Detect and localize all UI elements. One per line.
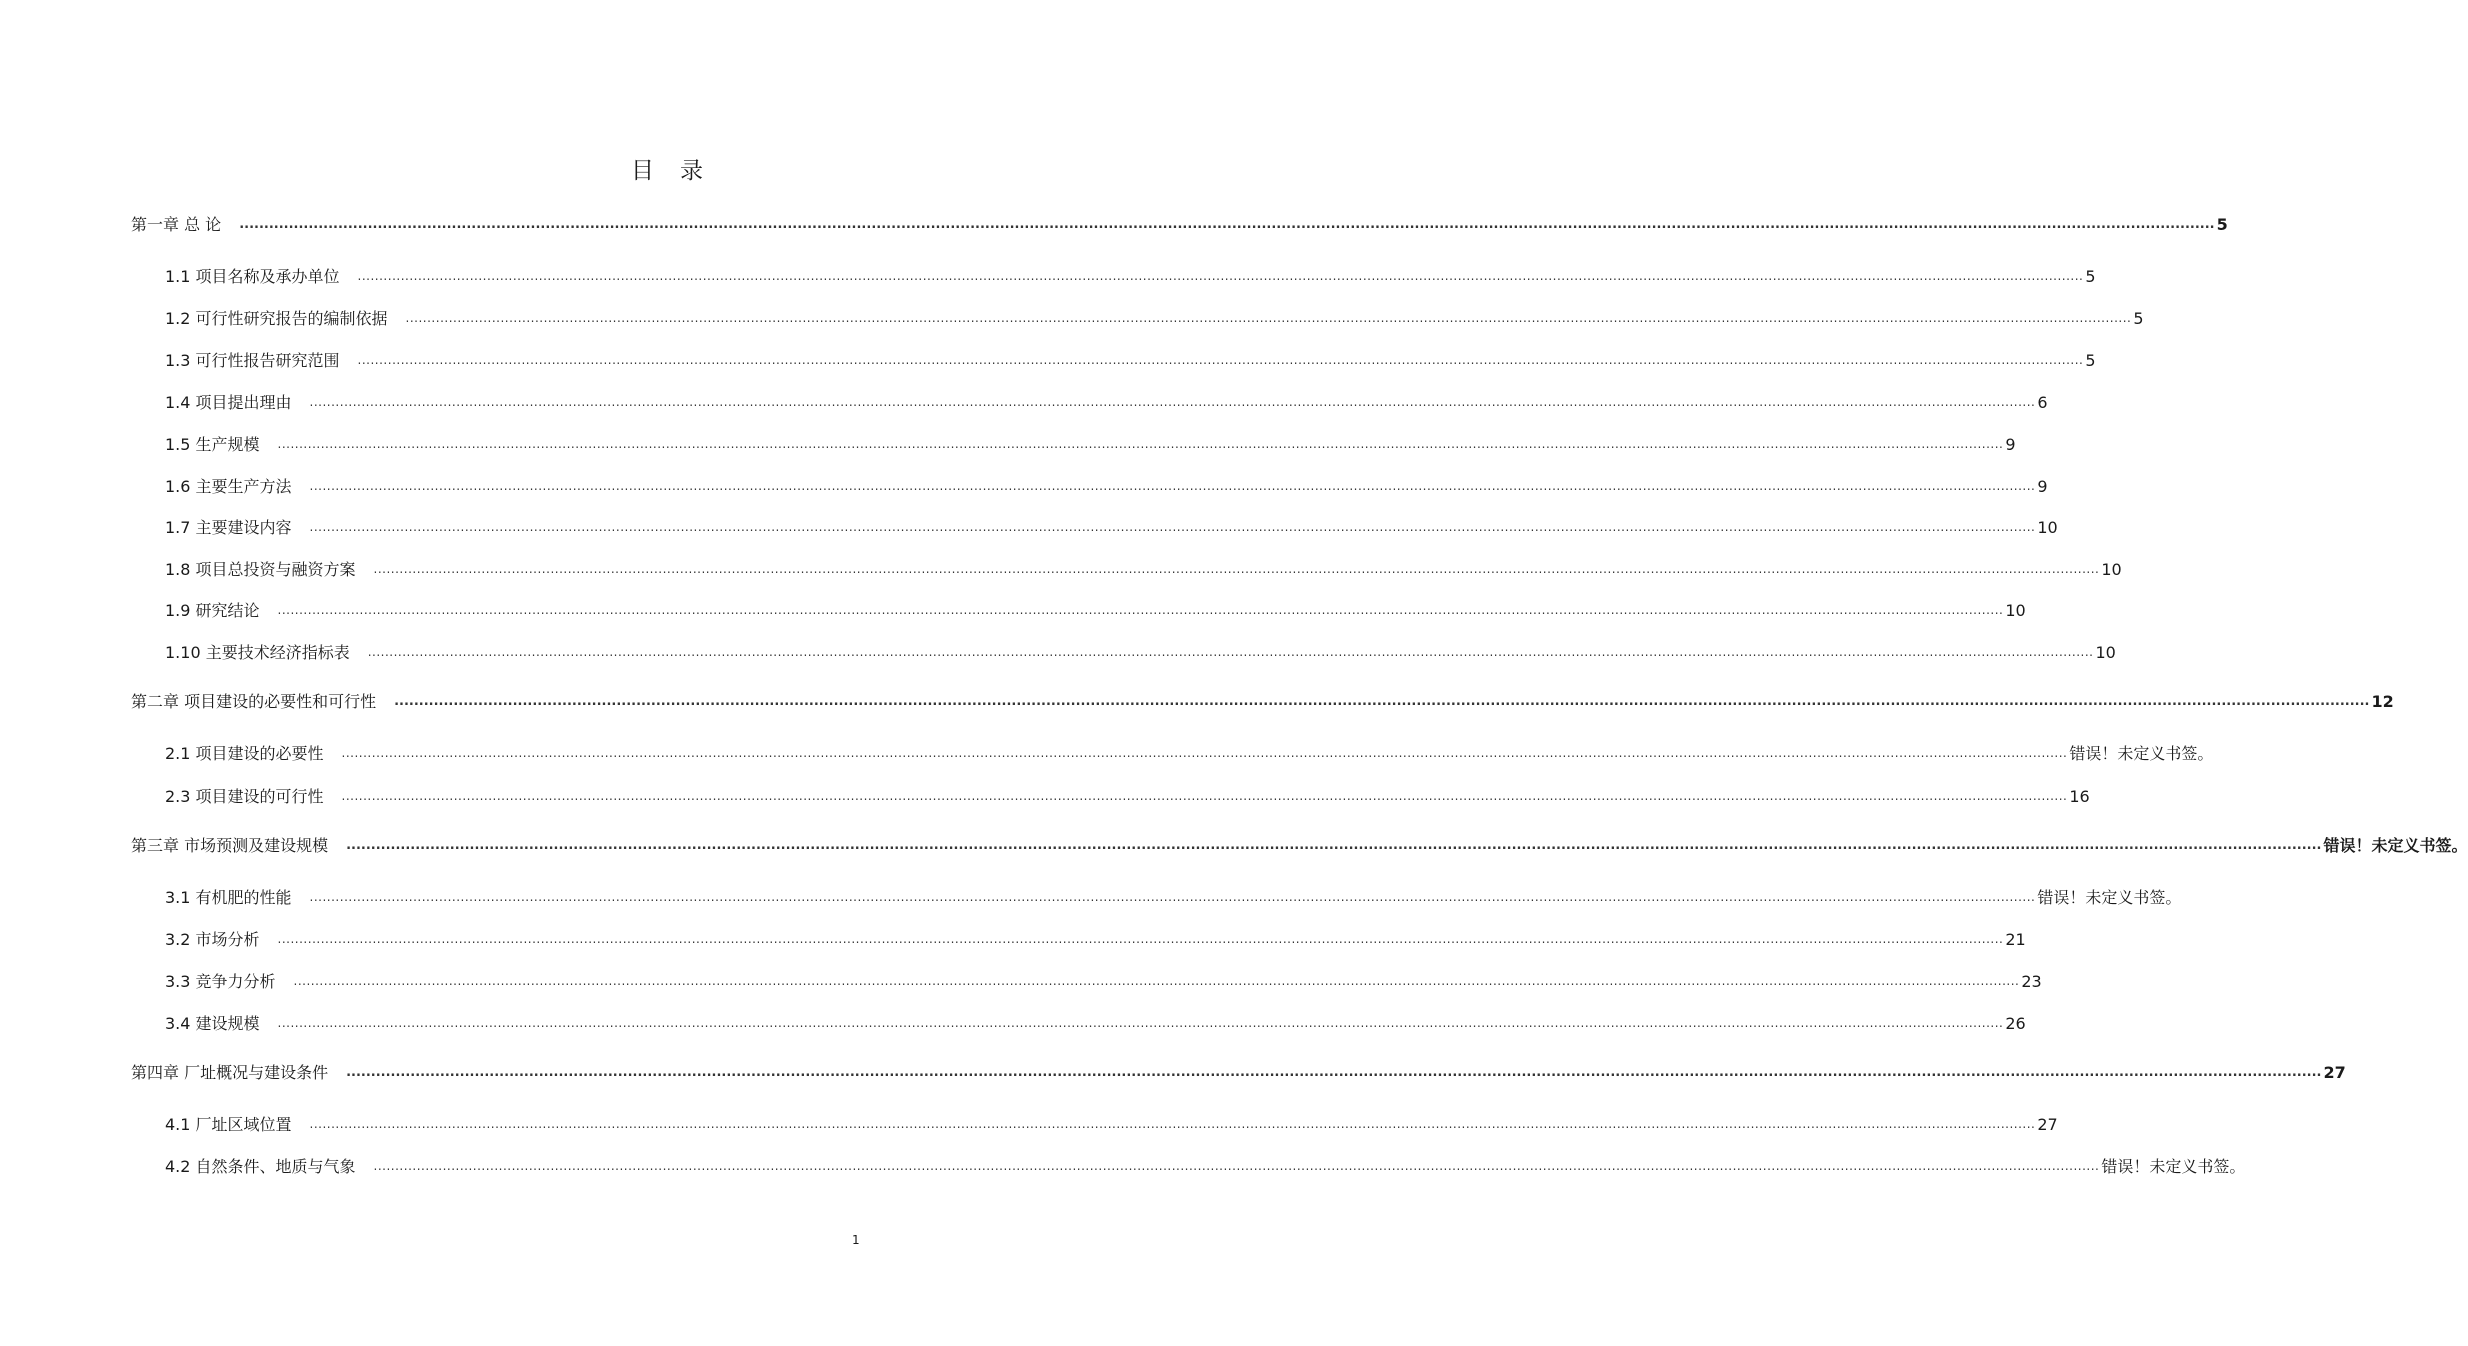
dot-leader: ................................................................................................................................................................................................................................................................................................................................................................................................................ bbox=[309, 520, 2036, 534]
toc-entry-page: 9 bbox=[2037, 477, 2048, 496]
toc-entry-page: 10 bbox=[2095, 643, 2116, 662]
page-number: 1 bbox=[852, 1233, 860, 1247]
toc-chapter-entry[interactable] bbox=[131, 1060, 2346, 1083]
toc-section-entry[interactable] bbox=[165, 784, 2090, 807]
dot-leader: ................................................................................................................................................................................................................................................................................................................................................................................................................ bbox=[239, 217, 2215, 232]
dot-leader: ................................................................................................................................................................................................................................................................................................................................................................................................................ bbox=[373, 562, 2100, 576]
toc-entry-label: 1.10 主要技术经济指标表 bbox=[165, 643, 350, 662]
toc-entry-page: 5 bbox=[2133, 309, 2144, 328]
toc-section-entry[interactable] bbox=[165, 741, 2214, 764]
toc-entry-label: 3.1 有机肥的性能 bbox=[165, 888, 292, 907]
toc-entry-label: 4.1 厂址区域位置 bbox=[165, 1115, 292, 1134]
dot-leader: ................................................................................................................................................................................................................................................................................................................................................................................................................ bbox=[277, 603, 2004, 617]
toc-entry-page: 23 bbox=[2021, 972, 2042, 991]
toc-entry-page: 10 bbox=[2037, 518, 2058, 537]
dot-leader: ................................................................................................................................................................................................................................................................................................................................................................................................................ bbox=[405, 311, 2132, 325]
toc-entry-label: 1.7 主要建设内容 bbox=[165, 518, 292, 537]
dot-leader: ................................................................................................................................................................................................................................................................................................................................................................................................................ bbox=[277, 437, 2004, 451]
dot-leader: ................................................................................................................................................................................................................................................................................................................................................................................................................ bbox=[341, 746, 2068, 760]
toc-entry-label: 1.9 研究结论 bbox=[165, 601, 260, 620]
toc-entry-label: 第二章 项目建设的必要性和可行性 bbox=[131, 692, 377, 711]
toc-entry-page: 错误！未定义书签。 bbox=[2037, 888, 2182, 907]
toc-section-entry[interactable] bbox=[165, 885, 2182, 908]
dot-leader: ................................................................................................................................................................................................................................................................................................................................................................................................................ bbox=[277, 932, 2004, 946]
toc-entry-page: 27 bbox=[2323, 1063, 2346, 1082]
toc-entry-page: 27 bbox=[2037, 1115, 2058, 1134]
toc-section-entry[interactable] bbox=[165, 557, 2122, 580]
toc-entry-page: 5 bbox=[2216, 215, 2228, 234]
toc-entry-page: 5 bbox=[2085, 267, 2096, 286]
toc-entry-label: 第一章 总 论 bbox=[131, 215, 222, 234]
toc-section-entry[interactable] bbox=[165, 1011, 2026, 1034]
toc-entry-page: 9 bbox=[2005, 435, 2016, 454]
dot-leader: ................................................................................................................................................................................................................................................................................................................................................................................................................ bbox=[357, 269, 2084, 283]
toc-title: 目录 bbox=[631, 158, 729, 184]
toc-section-entry[interactable] bbox=[165, 348, 2096, 371]
dot-leader: ................................................................................................................................................................................................................................................................................................................................................................................................................ bbox=[293, 974, 2020, 988]
toc-section-entry[interactable] bbox=[165, 969, 2042, 992]
toc-entry-label: 1.6 主要生产方法 bbox=[165, 477, 292, 496]
toc-entry-label: 1.3 可行性报告研究范围 bbox=[165, 351, 340, 370]
dot-leader: ................................................................................................................................................................................................................................................................................................................................................................................................................ bbox=[346, 838, 2322, 853]
toc-section-entry[interactable] bbox=[165, 1154, 2246, 1177]
toc-chapter-entry[interactable] bbox=[131, 833, 2468, 856]
toc-entry-page: 错误！未定义书签。 bbox=[2101, 1157, 2246, 1176]
toc-entry-page: 5 bbox=[2085, 351, 2096, 370]
dot-leader: ................................................................................................................................................................................................................................................................................................................................................................................................................ bbox=[309, 395, 2036, 409]
toc-entry-label: 3.3 竞争力分析 bbox=[165, 972, 276, 991]
toc-entry-page: 21 bbox=[2005, 930, 2026, 949]
toc-section-entry[interactable] bbox=[165, 927, 2026, 950]
dot-leader: ................................................................................................................................................................................................................................................................................................................................................................................................................ bbox=[357, 353, 2084, 367]
toc-section-entry[interactable] bbox=[165, 598, 2026, 621]
toc-entry-page: 10 bbox=[2005, 601, 2026, 620]
dot-leader: ................................................................................................................................................................................................................................................................................................................................................................................................................ bbox=[394, 694, 2370, 709]
toc-entry-label: 第三章 市场预测及建设规模 bbox=[131, 836, 329, 855]
toc-entry-label: 2.3 项目建设的可行性 bbox=[165, 787, 324, 806]
toc-entry-page: 10 bbox=[2101, 560, 2122, 579]
toc-entry-label: 4.2 自然条件、地质与气象 bbox=[165, 1157, 356, 1176]
toc-entry-label: 第四章 厂址概况与建设条件 bbox=[131, 1063, 329, 1082]
toc-entry-label: 3.2 市场分析 bbox=[165, 930, 260, 949]
toc-section-entry[interactable] bbox=[165, 390, 2048, 413]
dot-leader: ................................................................................................................................................................................................................................................................................................................................................................................................................ bbox=[341, 789, 2068, 803]
toc-section-entry[interactable] bbox=[165, 1112, 2058, 1135]
dot-leader: ................................................................................................................................................................................................................................................................................................................................................................................................................ bbox=[277, 1016, 2004, 1030]
toc-section-entry[interactable] bbox=[165, 474, 2048, 497]
toc-section-entry[interactable] bbox=[165, 306, 2144, 329]
toc-section-entry[interactable] bbox=[165, 640, 2116, 663]
dot-leader: ................................................................................................................................................................................................................................................................................................................................................................................................................ bbox=[367, 645, 2094, 659]
dot-leader: ................................................................................................................................................................................................................................................................................................................................................................................................................ bbox=[373, 1159, 2100, 1173]
toc-entry-page: 16 bbox=[2069, 787, 2090, 806]
dot-leader: ................................................................................................................................................................................................................................................................................................................................................................................................................ bbox=[309, 890, 2036, 904]
toc-entry-page: 26 bbox=[2005, 1014, 2026, 1033]
toc-section-entry[interactable] bbox=[165, 432, 2016, 455]
dot-leader: ................................................................................................................................................................................................................................................................................................................................................................................................................ bbox=[309, 479, 2036, 493]
toc-entry-label: 1.1 项目名称及承办单位 bbox=[165, 267, 340, 286]
dot-leader: ................................................................................................................................................................................................................................................................................................................................................................................................................ bbox=[346, 1065, 2322, 1080]
toc-entry-label: 1.5 生产规模 bbox=[165, 435, 260, 454]
toc-entry-page: 错误！未定义书签。 bbox=[2323, 836, 2468, 855]
toc-entry-page: 12 bbox=[2371, 692, 2394, 711]
toc-chapter-entry[interactable] bbox=[131, 689, 2394, 712]
toc-entry-label: 2.1 项目建设的必要性 bbox=[165, 744, 324, 763]
toc-entry-page: 6 bbox=[2037, 393, 2048, 412]
toc-entry-label: 1.4 项目提出理由 bbox=[165, 393, 292, 412]
toc-entry-page: 错误！未定义书签。 bbox=[2069, 744, 2214, 763]
toc-entry-label: 3.4 建设规模 bbox=[165, 1014, 260, 1033]
toc-entry-label: 1.8 项目总投资与融资方案 bbox=[165, 560, 356, 579]
toc-section-entry[interactable] bbox=[165, 515, 2058, 538]
toc-chapter-entry[interactable] bbox=[131, 212, 2228, 235]
toc-section-entry[interactable] bbox=[165, 264, 2096, 287]
toc-entry-label: 1.2 可行性研究报告的编制依据 bbox=[165, 309, 388, 328]
dot-leader: ................................................................................................................................................................................................................................................................................................................................................................................................................ bbox=[309, 1117, 2036, 1131]
